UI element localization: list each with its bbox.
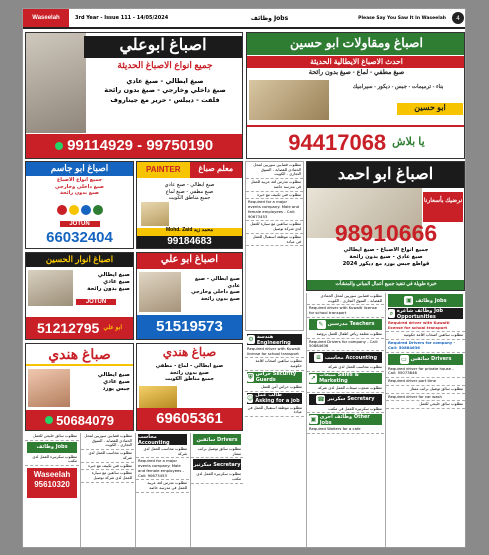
ad-phone[interactable]: 99184683 (137, 236, 242, 248)
ad-name: ابو حسين (397, 103, 463, 115)
bottom-left-col-1 (25, 433, 79, 547)
classified-item[interactable]: Required driver part time (386, 378, 465, 386)
whatsapp-icon (55, 142, 63, 150)
ad-subtitle: جميع انواع الاصباغ الحديثة (117, 60, 213, 70)
ad-hindi-big[interactable] (136, 343, 243, 431)
ad-lines: صبغ ايطالي - صبغ عادي صبغ مطفي - صبغ لماع جميع مناطق الكويت (164, 182, 215, 201)
ad-photo (26, 33, 86, 133)
ad-phone[interactable]: 69605361 (137, 408, 242, 430)
classified-item[interactable]: Required driver with Kuwaiti license for school transport (307, 305, 384, 317)
tagline: Please Say You Saw It In Waseelah (358, 15, 446, 21)
classified-item[interactable]: مطلوب مندوب مبيعات للعمل لدى شركة (307, 385, 384, 393)
ad-title: صباغ هندي (137, 344, 242, 362)
section-title: وظائف Jobs (250, 14, 289, 22)
ad-title: صباغ هندي (26, 344, 133, 366)
ad-phone-row[interactable] (26, 317, 133, 339)
ad-photo (139, 386, 177, 408)
ad-phone[interactable]: 66032404 (26, 228, 133, 248)
classified-item[interactable]: مطلوب سائقين اصحاب اقامة حكومية (386, 332, 465, 340)
paint-swatch (93, 205, 103, 215)
classified-item[interactable]: مطلوب فني تكييف مع خبرة (81, 463, 134, 471)
category-secretary[interactable]: ☎ سكرتير Secretary (309, 394, 382, 405)
ad-phone-row[interactable] (26, 410, 133, 430)
classifieds-mid-lower (245, 333, 304, 547)
ad-phone-row[interactable] (247, 125, 465, 159)
classified-item[interactable]: مطلوب قصابين سوريين لمحل الحمادي للقصابة - السوق التجاري - الكويت (307, 293, 384, 305)
brand-logo: JOTUN (60, 221, 100, 227)
ad-phone: 94417068 (288, 130, 387, 155)
ad-title-en: PAINTER (137, 162, 190, 178)
ad-title: اصباغ ابو علي (137, 253, 242, 269)
ad-painter[interactable] (136, 161, 243, 249)
ad-anwar-hussein[interactable] (25, 252, 134, 340)
ad-title: اصباغ انوار الحسين (26, 253, 133, 267)
ad-lines: جميع انواع الاصباغ صبغ داخلي وخارجي صبغ بدون رائحة (55, 177, 104, 196)
bottom-left-col-3 (135, 433, 189, 547)
waseelah-logo: Waseelah (23, 9, 69, 27)
classified-item[interactable]: Required Drivers for company - Call: 50884636 (386, 340, 465, 352)
ad-line-1: صبغ مطفي - لماع - صبغ بدون رائحة (308, 69, 405, 76)
promo-logo: Waseelah (33, 470, 71, 480)
category-other-jobs[interactable]: ▣ وظائف أخرى Other Jobs (309, 414, 382, 425)
category-security[interactable]: ⛨ حراس Security Guards (247, 372, 302, 383)
classified-item[interactable]: مطلوب فني تكييف مع خبرة (246, 192, 303, 200)
shield-icon: ⛨ (248, 373, 253, 381)
ad-hindi-small[interactable] (25, 343, 134, 431)
page-header (23, 9, 466, 29)
ad-lines: صبغ ايطالي - صبغ عادي صبغ داخلي وخارجي - صبغ بدون رائحة فلفت - ديبلس - حرير مع جيناروف (104, 77, 226, 104)
classified-item[interactable]: مطلوب سائقين مع سيارة للعمل لدى شركة توصيل (81, 470, 134, 482)
classified-item[interactable]: مطلوب سائق توصيل براتب ممتاز (386, 386, 465, 394)
category-accounting-small[interactable]: محاسب Accounting (138, 434, 187, 445)
classifieds-far-right-column (385, 293, 465, 547)
classifieds-right-column (306, 293, 384, 547)
classified-item[interactable]: مطلوب محاسب للعمل لدى شركة (136, 446, 189, 458)
ad-abu-ali-mid[interactable] (136, 252, 243, 340)
classified-item[interactable]: Required driver for private house - Call: 55073846 (386, 366, 465, 378)
classifieds-bottom-left (25, 433, 243, 547)
paint-swatch (57, 205, 67, 215)
classified-item[interactable]: Required for a major events company: Male and female employees - Call: 90673453 (246, 199, 303, 221)
phone-icon: ☎ (317, 395, 325, 403)
category-accounting[interactable]: ≡ محاسب Accounting (309, 352, 382, 363)
classified-item[interactable]: مطلوب سائقين اصحاب اقامة حكومية (245, 358, 304, 370)
classified-item[interactable]: مطلوب سائق خليجي للعمل (25, 433, 79, 441)
ad-title: اصباغ ومقاولات ابو حسين (247, 33, 465, 55)
ad-abu-ahmad[interactable] (306, 161, 465, 291)
ad-lines: جميع انواع الاصباغ - صبغ ايطالي صبغ عادي - صبغ بدون رائحة قواطع جبس بورد مع ديكور 2024 (342, 247, 430, 267)
classified-item[interactable]: مطلوب سائق توصيل براتب ممتاز (191, 446, 243, 458)
classified-item[interactable]: Required driver for car wash (386, 394, 465, 402)
promo-phone: 95610320 (34, 479, 70, 489)
category-jobs-small[interactable]: وظائف Jobs (27, 442, 77, 453)
bottom-left-col-4 (190, 433, 243, 547)
category-teachers[interactable]: ✎ مدرسين Teachers (309, 319, 382, 330)
ad-abu-jassim[interactable] (25, 161, 134, 249)
newspaper-page (22, 8, 466, 548)
ad-footer: خبرة طويلة في تنفيذ جميع أعمال المباني والمنشآت (307, 280, 465, 290)
ad-lines: صبغ ايطالي - صبغ عادي صبغ داخلي وخارجي صبغ بدون رائحة (191, 276, 240, 302)
category-asking[interactable]: ☺ طالب عمل Asking for a job (247, 393, 302, 404)
ad-photo (139, 272, 181, 312)
ad-phone[interactable]: 98910666 (334, 220, 438, 246)
classified-item[interactable]: Required Waiters for a cafe (307, 426, 384, 434)
ad-subtitle: احدث الاصباغ الايطالية الحديثة (247, 56, 465, 68)
book-icon: ✎ (318, 320, 324, 328)
category-drivers[interactable]: ▭ سائقين Drivers (388, 354, 463, 365)
ad-phone: 50684079 (56, 412, 114, 428)
classified-item[interactable]: مطلوب محاسب للعمل لدى شركة (307, 364, 384, 372)
paint-swatch (81, 205, 91, 215)
ad-photo (28, 270, 73, 306)
ad-photo (28, 369, 70, 407)
category-vacancies[interactable]: ⌕ وظائف شاغرة Job Opportunities (388, 308, 463, 319)
category-sales[interactable]: ↗ مبيعات Sales & Marketing (309, 373, 382, 384)
chart-icon: ↗ (310, 374, 316, 382)
paint-swatch (69, 205, 79, 215)
ad-title-row (137, 162, 242, 178)
classified-item[interactable]: مطلوب معلمة رياض اطفال للعمل بروضة (307, 331, 384, 339)
ad-abu-ali-top[interactable] (25, 32, 243, 159)
gear-icon: ⚙ (248, 336, 254, 343)
calculator-icon: ≡ (315, 354, 321, 362)
category-engineering[interactable]: ⚙ هندسة Engineering (247, 334, 302, 345)
classified-item[interactable]: مطلوب حراس أمن للعمل (245, 384, 304, 392)
ad-line-2: بناء - ترميمات - جبس - ديكور - سيراميك (352, 84, 444, 90)
ad-name: Mohd. Zaid محمد زيد (137, 228, 242, 236)
classified-item[interactable]: مطلوب موظفة استقبال للعمل في عيادة (245, 405, 304, 417)
ad-abu-hussein[interactable] (246, 32, 465, 159)
swatches (26, 200, 133, 219)
ad-phone: 51212795 (37, 320, 100, 336)
ad-title: معلم صباغ (190, 162, 243, 178)
ad-lines: صبغ ايطالي صبغ عادي جبس بورد (97, 372, 130, 393)
waseelah-promo[interactable] (27, 468, 77, 498)
classified-item[interactable]: مطلوب سكرتيرة للعمل في مكتب (307, 406, 384, 414)
classified-item[interactable]: مطلوب مدرس لغة عربية للعمل في مدرسة خاصة (246, 179, 303, 191)
classified-item[interactable]: مطلوب موظفة استقبال للعمل في عيادة (246, 234, 303, 246)
page-number: 4 (452, 12, 464, 24)
ad-lines: صبغ ايطالي صبغ عادي صبغ بدون رائحة (87, 272, 130, 293)
car-icon: ▭ (401, 355, 407, 363)
classified-item[interactable]: مطلوب قصابين سوريين لمحل الحمادي للقصابة - السوق التجاري - الكويت (246, 162, 303, 179)
classified-item[interactable]: مطلوب مدرس لغة عربية للعمل في مدرسة خاصة (136, 480, 189, 492)
classified-item[interactable]: مطلوب سكرتيرة للعمل لدى مكتب (191, 471, 243, 483)
brand-logo: JOTUN (76, 299, 116, 305)
issue-info: 3rd Year - Issue 111 - 14/05/2024 (75, 15, 169, 21)
briefcase-icon: ▣ (406, 297, 412, 304)
classified-item[interactable]: مطلوب سائق خليجي للعمل (386, 401, 465, 409)
ad-name: ابو علي (103, 324, 122, 331)
ad-title: اصباغ ابو جاسم (26, 162, 133, 176)
bottom-left-col-2 (80, 433, 134, 547)
ad-phone[interactable]: 99114929 - 99750190 (26, 134, 242, 158)
ad-title: اصباغ ابوعلي (84, 36, 242, 58)
classified-item[interactable]: مطلوب سكرتيرة للعمل لدى مكتب (25, 454, 79, 466)
person-icon: ☺ (247, 394, 254, 402)
classifieds-mid-column (245, 161, 304, 331)
ad-badge: نرضيك بأسعارنا (423, 192, 463, 222)
ad-prefix: يا بلاش (392, 136, 425, 149)
classified-item[interactable]: مطلوب سائقين مع سيارة للعمل لدى شركة توصيل (246, 221, 303, 233)
category-secretary-small[interactable]: سكرتير Secretary (193, 459, 241, 470)
ad-phone[interactable]: 51519573 (137, 315, 242, 339)
ad-photo (141, 202, 169, 226)
classified-item[interactable]: Required for a major events company: Male and female employees - Call: 90673453 (136, 458, 189, 480)
category-jobs[interactable]: ▣ وظائف Jobs (388, 294, 463, 307)
classified-item[interactable]: Required driver with Kuwaiti license for school transport (386, 320, 465, 332)
ad-lines: صبغ ايطالي - لماع - مطفي صبغ بدون رائحة جميع مناطق الكويت (155, 363, 224, 382)
search-icon: ⌕ (389, 310, 394, 317)
category-drivers-small[interactable]: سائقين Drivers (193, 434, 241, 445)
classified-item[interactable]: مطلوب محاسب للعمل لدى شركة (81, 450, 134, 462)
ad-photo (249, 80, 329, 120)
classified-item[interactable]: مطلوب قصابين سوريين لمحل الحمادي للقصابة - السوق التجاري - الكويت (81, 433, 134, 450)
classified-item[interactable]: Required Drivers for company - Call: 50884636 (307, 339, 384, 351)
classified-item[interactable]: Required driver with Kuwaiti license for school transport (245, 346, 304, 358)
whatsapp-icon (45, 416, 53, 424)
briefcase-icon: ▣ (310, 416, 317, 424)
ad-title: اصباغ ابو احمد (307, 162, 464, 188)
